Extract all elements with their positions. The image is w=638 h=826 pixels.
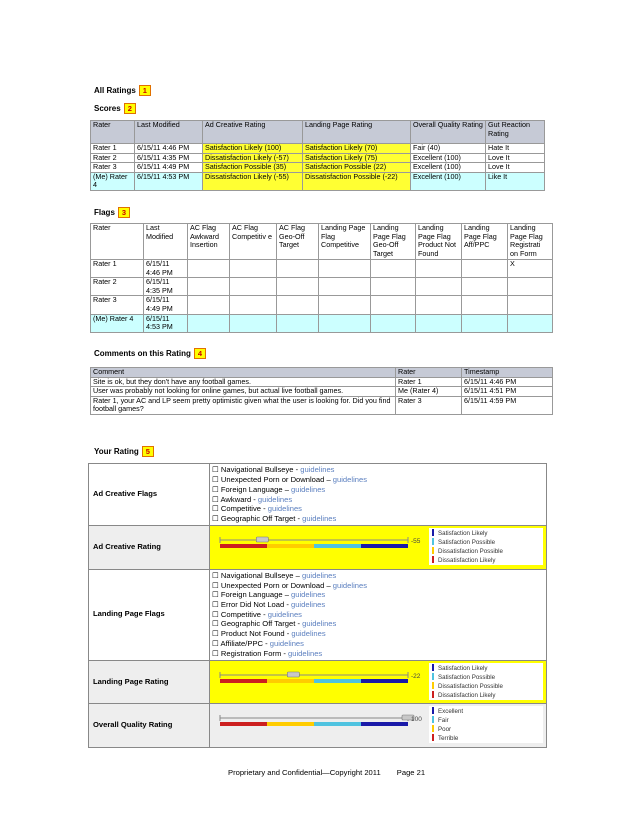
table-cell (416, 296, 462, 314)
table-header-row (91, 368, 553, 378)
legend-swatch (432, 538, 434, 545)
row-label: Overall Quality Rating (89, 704, 210, 748)
table-cell: Rater 3 (91, 163, 135, 173)
legend-label: Satisfaction Possible (438, 673, 496, 681)
table-cell: 6/15/11 4:46 PM (144, 260, 188, 278)
row-label: Ad Creative Flags (89, 464, 210, 526)
table-header-row (91, 224, 553, 260)
flag-item (212, 475, 544, 485)
section-badge: 4 (194, 348, 206, 359)
flag-label: Competitive (220, 609, 262, 619)
row-label: Landing Page Flags (89, 569, 210, 660)
table-row (91, 260, 553, 278)
guidelines-link[interactable]: guidelines (302, 619, 337, 629)
section-badge: 2 (124, 103, 136, 114)
flag-separator: - (261, 504, 268, 514)
table-cell (371, 260, 416, 278)
rating-slider-cell (210, 704, 547, 748)
flag-item (212, 465, 544, 475)
table-cell: Satisfaction Likely (100) (203, 144, 303, 154)
flag-item (212, 629, 544, 639)
legend-label: Terrible (438, 735, 459, 743)
slider-handle[interactable] (287, 672, 299, 677)
landing-page-rating-slider[interactable] (210, 661, 545, 701)
table-cell: Like It (486, 172, 545, 190)
table-cell: Rater 1 (91, 260, 144, 278)
column-header: Overall Quality Rating (411, 121, 486, 144)
table-cell (319, 278, 371, 296)
table-cell: 6/15/11 4:53 PM (135, 172, 203, 190)
table-cell (188, 260, 230, 278)
table-row (91, 396, 553, 414)
flag-separator: - (284, 600, 291, 610)
flag-separator: - (293, 465, 301, 475)
table-cell: Rater 2 (91, 153, 135, 163)
column-header: AC Flag Competitiv e (230, 224, 277, 260)
flag-checkbox[interactable]: ☐ (212, 570, 221, 580)
table-cell: Satisfaction Possible (22) (303, 163, 411, 173)
legend-swatch (432, 707, 434, 714)
table-cell: 6/15/11 4:35 PM (135, 153, 203, 163)
table-cell: Rater 3 (396, 396, 462, 414)
flag-label: Navigational Bullseye (220, 465, 294, 475)
table-cell (230, 278, 277, 296)
flag-label: Competitive (220, 504, 262, 514)
guidelines-link[interactable]: guidelines (302, 513, 337, 523)
flag-label: Registration Form (220, 648, 282, 658)
table-cell: 6/15/11 4:46 PM (462, 377, 553, 387)
legend-label: Satisfaction Likely (438, 664, 488, 672)
rating-slider-cell (210, 526, 547, 570)
table-cell (188, 278, 230, 296)
legend-swatch (432, 664, 434, 671)
table-cell (416, 260, 462, 278)
table-cell: Rater 1 (396, 377, 462, 387)
table-cell: Satisfaction Likely (70) (303, 144, 411, 154)
table-cell: 6/15/11 4:49 PM (144, 296, 188, 314)
table-cell (230, 296, 277, 314)
flag-separator: – (324, 580, 333, 590)
guidelines-link[interactable]: guidelines (288, 648, 323, 658)
column-header: Last Modified (144, 224, 188, 260)
slider-value-label: 100 (411, 716, 422, 724)
flag-label: Error Did Not Load (220, 600, 285, 610)
landing-page-flag-list (212, 571, 544, 658)
column-header: Ad Creative Rating (203, 121, 303, 144)
column-header: Landing Page Flag Competitive (319, 224, 371, 260)
table-cell (230, 260, 277, 278)
column-header: Rater (396, 368, 462, 378)
table-cell (230, 314, 277, 332)
flags-title: Flags 3 (94, 207, 130, 218)
row-label: Landing Page Rating (89, 660, 210, 704)
slider-segment (267, 679, 314, 683)
flag-checkbox[interactable]: ☐ (212, 619, 221, 629)
section-badge: 1 (139, 85, 151, 96)
flag-list (210, 569, 547, 660)
flag-separator: - (281, 648, 289, 658)
table-cell: Rater 3 (91, 296, 144, 314)
guidelines-link[interactable]: guidelines (301, 570, 337, 580)
slider-segment (267, 544, 314, 548)
section-badge: 5 (142, 446, 154, 457)
legend-label: Poor (438, 726, 452, 734)
table-row (91, 278, 553, 296)
flag-label: Unexpected Porn or Download (220, 475, 325, 485)
slider-segment (314, 544, 361, 548)
table-row-me (91, 172, 545, 190)
legend-swatch (432, 725, 434, 732)
table-cell (277, 278, 319, 296)
table-cell: Rater 1 (91, 144, 135, 154)
table-cell: 6/15/11 4:35 PM (144, 278, 188, 296)
table-cell: Fair (40) (411, 144, 486, 154)
slider-value-label: -55 (411, 538, 421, 545)
scores-table (90, 120, 545, 191)
comments-title: Comments on this Rating 4 (94, 348, 206, 359)
flag-checkbox[interactable]: ☐ (212, 629, 221, 639)
slider-segment (361, 544, 408, 548)
flag-label: Navigational Bullseye (220, 570, 294, 580)
flag-separator: - (295, 513, 303, 523)
slider-segment (314, 722, 361, 726)
row-label: Ad Creative Rating (89, 526, 210, 570)
flag-separator: - (263, 638, 270, 648)
flag-checkbox[interactable]: ☐ (212, 513, 221, 523)
column-header: Gut Reaction Rating (486, 121, 545, 144)
slider-segment (361, 722, 408, 726)
table-cell (188, 314, 230, 332)
flag-checkbox[interactable]: ☐ (212, 475, 221, 485)
legend-label: Satisfaction Possible (438, 539, 496, 546)
table-cell (319, 296, 371, 314)
table-cell (277, 260, 319, 278)
flag-checkbox[interactable]: ☐ (212, 465, 221, 475)
flag-item (212, 504, 544, 514)
table-cell (508, 278, 553, 296)
table-cell (371, 314, 416, 332)
ad-creative-rating-row (89, 526, 547, 570)
flag-item (212, 590, 544, 600)
flag-separator: – (293, 570, 302, 580)
column-header: AC Flag Geo-Off Target (277, 224, 319, 260)
legend-swatch (432, 529, 434, 536)
table-header-row (91, 121, 545, 144)
legend-label: Dissatisfaction Likely (438, 691, 496, 699)
table-cell: 6/15/11 4:53 PM (144, 314, 188, 332)
column-header: Landing Page Flag Geo-Off Target (371, 224, 416, 260)
guidelines-link[interactable]: guidelines (267, 504, 302, 514)
legend-label: Fair (438, 717, 449, 725)
table-cell (188, 296, 230, 314)
table-cell (462, 278, 508, 296)
table-cell (416, 278, 462, 296)
flag-checkbox[interactable]: ☐ (212, 484, 221, 494)
slider-segment (314, 679, 361, 683)
legend-label: Dissatisfaction Possible (438, 548, 503, 555)
slider-handle[interactable] (256, 537, 268, 542)
guidelines-link[interactable]: guidelines (269, 638, 304, 648)
flags-table (90, 223, 553, 333)
table-cell: (Me) Rater 4 (91, 314, 144, 332)
table-cell (277, 314, 319, 332)
column-header: Comment (91, 368, 396, 378)
table-row (91, 296, 553, 314)
flag-label: Affiliate/PPC (220, 638, 263, 648)
table-cell (319, 314, 371, 332)
flag-separator: – (282, 484, 292, 494)
column-header: Rater (91, 121, 135, 144)
column-header: Landing Page Flag Product Not Found (416, 224, 462, 260)
flag-item (212, 495, 544, 505)
table-cell: 6/15/11 4:51 PM (462, 387, 553, 397)
your-rating-table (88, 463, 547, 748)
table-row (91, 163, 545, 173)
flag-checkbox[interactable]: ☐ (212, 504, 221, 514)
flag-checkbox[interactable]: ☐ (212, 580, 221, 590)
flag-label: Awkward (220, 494, 252, 504)
legend-label: Satisfaction Likely (438, 530, 488, 537)
flag-checkbox[interactable]: ☐ (212, 638, 221, 648)
table-cell (508, 314, 553, 332)
column-header: Last Modified (135, 121, 203, 144)
all-ratings-title: All Ratings 1 (94, 85, 151, 96)
column-header: Timestamp (462, 368, 553, 378)
flag-item (212, 581, 544, 591)
legend-swatch (432, 547, 434, 554)
table-cell (416, 314, 462, 332)
legend-swatch (432, 673, 434, 680)
table-cell (462, 314, 508, 332)
comment-text: Site is ok, but they don't have any football games. (91, 377, 396, 387)
guidelines-link[interactable]: guidelines (290, 600, 326, 610)
landing-page-rating-row (89, 660, 547, 704)
flag-item (212, 610, 544, 620)
rating-slider-cell (210, 660, 547, 704)
legend-swatch (432, 716, 434, 723)
flag-separator: – (282, 590, 292, 600)
flag-item (212, 485, 544, 495)
table-cell (508, 296, 553, 314)
slider-segment (361, 679, 408, 683)
flag-label: Geographic Off Target (220, 513, 296, 523)
table-row (91, 144, 545, 154)
flag-item (212, 649, 544, 659)
table-cell: Rater 2 (91, 278, 144, 296)
legend-swatch (432, 691, 434, 698)
table-row (91, 387, 553, 397)
legend-swatch (432, 682, 434, 689)
table-cell: Excellent (100) (411, 163, 486, 173)
table-cell: Satisfaction Likely (75) (303, 153, 411, 163)
your-rating-title: Your Rating 5 (94, 446, 154, 457)
table-cell (462, 260, 508, 278)
table-cell: Me (Rater 4) (396, 387, 462, 397)
copyright-text: Proprietary and Confidential—Copyright 2011 (228, 768, 381, 777)
ad-creative-flag-list (212, 465, 544, 523)
guidelines-link[interactable]: guidelines (291, 590, 326, 600)
overall-quality-rating-slider[interactable] (210, 704, 545, 744)
table-row-me (91, 314, 553, 332)
table-cell (277, 296, 319, 314)
table-cell: Excellent (100) (411, 172, 486, 190)
guidelines-link[interactable]: guidelines (332, 580, 367, 590)
slider-segment (220, 679, 267, 683)
table-cell: 6/15/11 4:46 PM (135, 144, 203, 154)
landing-page-flags-row (89, 569, 547, 660)
column-header: AC Flag Awkward Insertion (188, 224, 230, 260)
flag-label: Foreign Language (220, 484, 283, 494)
guidelines-link[interactable]: guidelines (267, 609, 302, 619)
table-row (91, 153, 545, 163)
flag-list (210, 464, 547, 526)
flag-checkbox[interactable]: ☐ (212, 590, 221, 600)
scores-title: Scores 2 (94, 103, 136, 114)
table-cell: Love It (486, 163, 545, 173)
comment-text: User was probably not looking for online games, but actual live football games. (91, 387, 396, 397)
legend-swatch (432, 556, 434, 563)
flag-item (212, 571, 544, 581)
comments-table (90, 367, 553, 415)
flag-label: Foreign Language (220, 590, 283, 600)
legend-label: Dissatisfaction Possible (438, 682, 503, 690)
legend-label: Dissatisfaction Likely (438, 557, 496, 564)
table-cell (319, 260, 371, 278)
guidelines-link[interactable]: guidelines (291, 629, 326, 639)
column-header: Rater (91, 224, 144, 260)
flag-item (212, 619, 544, 629)
overall-quality-rating-row (89, 704, 547, 748)
legend-label: Excellent (438, 708, 464, 716)
flag-label: Geographic Off Target (220, 619, 296, 629)
table-cell (371, 296, 416, 314)
table-cell: 6/15/11 4:59 PM (462, 396, 553, 414)
table-cell: Satisfaction Possible (35) (203, 163, 303, 173)
page-number: Page 21 (396, 768, 426, 777)
flag-checkbox[interactable]: ☐ (212, 600, 221, 610)
legend-swatch (432, 734, 434, 741)
table-cell: Hate It (486, 144, 545, 154)
comment-text: Rater 1, your AC and LP seem pretty optimistic given what the user is looking for. Did you find football games? (91, 396, 396, 414)
table-cell: Dissatisfaction Possible (-22) (303, 172, 411, 190)
slider-value-label: -22 (411, 672, 421, 680)
table-cell: (Me) Rater 4 (91, 172, 135, 190)
ad-creative-flags-row (89, 464, 547, 526)
flag-checkbox[interactable]: ☐ (212, 494, 221, 504)
flag-label: Product Not Found (220, 629, 285, 639)
column-header: Landing Page Flag Registrati on Form (508, 224, 553, 260)
table-cell: Excellent (100) (411, 153, 486, 163)
table-row (91, 377, 553, 387)
column-header: Landing Page Flag Aff/PPC (462, 224, 508, 260)
table-cell: 6/15/11 4:49 PM (135, 163, 203, 173)
guidelines-link[interactable]: guidelines (332, 475, 367, 485)
flag-separator: - (295, 619, 303, 629)
guidelines-link[interactable]: guidelines (291, 484, 326, 494)
footer (228, 768, 425, 777)
flag-separator: - (284, 629, 292, 639)
guidelines-link[interactable]: guidelines (300, 465, 335, 475)
flag-separator: - (251, 494, 258, 504)
flag-item (212, 639, 544, 649)
ad-creative-rating-slider[interactable] (210, 526, 545, 566)
table-cell: X (508, 260, 553, 278)
table-cell (462, 296, 508, 314)
section-badge: 3 (118, 207, 130, 218)
slider-segment (267, 722, 314, 726)
flag-label: Unexpected Porn or Download (220, 580, 325, 590)
table-cell: Love It (486, 153, 545, 163)
flag-item (212, 514, 544, 524)
table-cell: Dissatisfaction Likely (-55) (203, 172, 303, 190)
guidelines-link[interactable]: guidelines (257, 494, 293, 504)
flag-checkbox[interactable]: ☐ (212, 648, 221, 658)
slider-segment (220, 544, 267, 548)
table-cell (371, 278, 416, 296)
flag-separator: – (324, 475, 333, 485)
flag-item (212, 600, 544, 610)
flag-separator: - (261, 609, 268, 619)
column-header: Landing Page Rating (303, 121, 411, 144)
flag-checkbox[interactable]: ☐ (212, 609, 221, 619)
table-cell: Dissatisfaction Likely (-57) (203, 153, 303, 163)
slider-segment (220, 722, 267, 726)
